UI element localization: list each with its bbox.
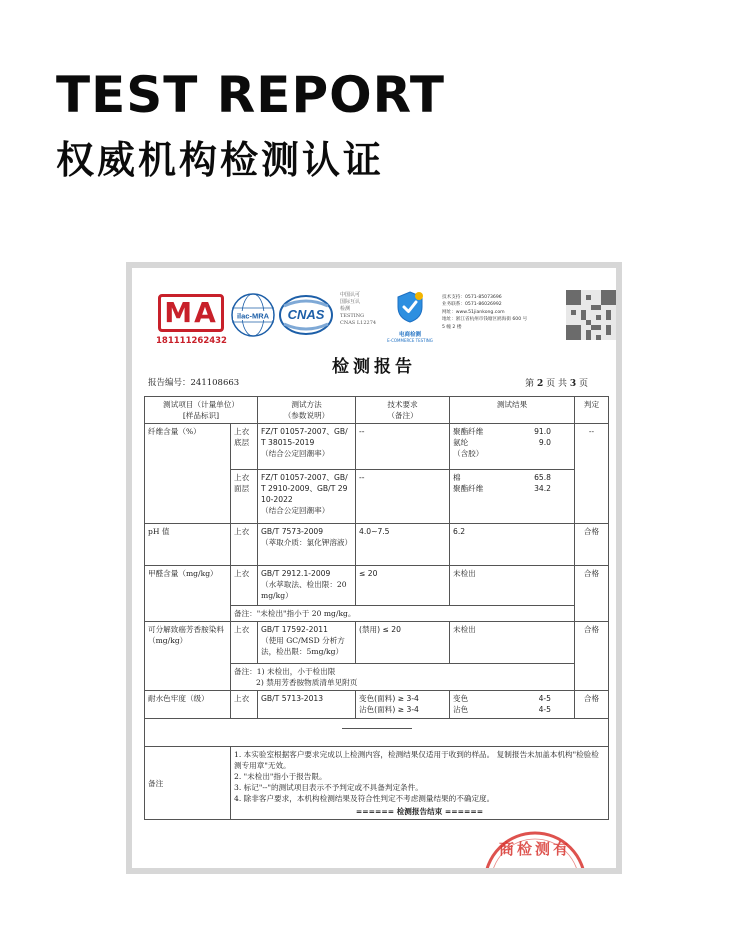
formaldehyde-note: 备注："未检出"指小于 20 mg/kg。 (231, 606, 575, 622)
contact-line: 业务联系：0571-86026992 (442, 302, 502, 308)
divider-line (342, 728, 412, 729)
table-row-blank (145, 719, 609, 747)
ph-item: pH 值 (145, 524, 231, 566)
header-result: 测试结果 (450, 397, 575, 424)
azo-note: 备注：1) 未检出，小于检出限 2) 禁用芳香胺物质清单见附页 (231, 664, 575, 691)
remark-item: 2. "未检出"指小于报告限。 (234, 772, 327, 781)
qr-code-icon (566, 290, 616, 340)
contact-line: 地址：浙江省杭州市钱塘区鸥海街 600 号 (442, 317, 528, 323)
hero-title: TEST REPORT (56, 66, 445, 124)
washfast-result: 变色 4-5 沾色 4-5 (450, 691, 575, 719)
contact-line: 网址：www.51jiankong.com (442, 309, 505, 315)
formaldehyde-item: 甲醛含量（mg/kg） (145, 566, 231, 622)
cnas-label: CNAS (287, 307, 325, 322)
cnas-logo (278, 294, 334, 336)
washfast-item: 耐水色牢度（级） (145, 691, 231, 719)
table-row (145, 747, 609, 820)
table-row (145, 424, 609, 470)
washfast-part: 上衣 (231, 691, 258, 719)
fiber-method-2: FZ/T 01057-2007、GB/T 2910-2009、GB/T 2910-2022 （结合公定回潮率） (258, 470, 356, 524)
hero-subtitle: 权威机构检测认证 (56, 138, 385, 182)
remark-item: 1. 本实验室根据客户要求完成以上检测内容，检测结果仅适用于收到的样品。 复制报告未加盖本机构"检验检测专用章"无效。 (234, 750, 599, 770)
washfast-req: 变色(面料) ≥ 3-4 沾色(面料) ≥ 3-4 (356, 691, 450, 719)
report-end-marker: ====== 检测报告结束 ====== (355, 807, 484, 816)
table-row (145, 622, 609, 664)
cma-number: 181111262432 (156, 336, 227, 346)
fiber-part-2: 上衣面层 (231, 470, 258, 524)
table-row (145, 524, 609, 566)
remark-item: 3. 标记"--"的测试项目表示不予判定或不具备判定条件。 (234, 783, 423, 792)
washfast-judgement: 合格 (575, 691, 609, 719)
blank-row (145, 719, 609, 747)
ec-caption: 电商检测 (398, 332, 421, 338)
fiber-result-1: 聚酯纤维 91.0 氨纶 9.0 （含胶） (450, 424, 575, 470)
ph-method: GB/T 7573-2009 （萃取介质：氯化钾溶液） (258, 524, 356, 566)
formaldehyde-judgement: 合格 (575, 566, 609, 622)
ph-result: 6.2 (450, 524, 575, 566)
remark-item: 4. 除非客户要求，本机构检测结果及符合性判定不考虑测量结果的不确定度。 (234, 794, 495, 803)
accreditation-logos (152, 282, 602, 352)
azo-part: 上衣 (231, 622, 258, 664)
ph-part: 上衣 (231, 524, 258, 566)
report-frame (126, 262, 622, 874)
fiber-req-2: -- (356, 470, 450, 524)
fiber-judgement: -- (575, 424, 609, 524)
ilac-mra-logo (230, 292, 276, 338)
formaldehyde-req: ≤ 20 (356, 566, 450, 606)
header-requirement: 技术要求 （备注） (356, 397, 450, 424)
fiber-item: 纤维含量（%） (145, 424, 231, 524)
azo-req: (禁用) ≤ 20 (356, 622, 450, 664)
contact-line: 5 幢 2 楼 (442, 324, 462, 330)
cnas-side-text: 中国认可 国际互认 检测 TESTING CNAS L12274 (340, 292, 377, 326)
ph-req: 4.0~7.5 (356, 524, 450, 566)
header-judgement: 判定 (575, 397, 609, 424)
azo-judgement: 合格 (575, 622, 609, 691)
report-number: 报告编号：241108663 (148, 378, 240, 388)
cma-logo (156, 294, 227, 352)
azo-item: 可分解致癌芳香胺染料（mg/kg） (145, 622, 231, 691)
remarks-label: 备注 (145, 747, 231, 820)
fiber-part-1: 上衣底层 (231, 424, 258, 470)
remarks-content (231, 747, 609, 820)
formaldehyde-method: GB/T 2912.1-2009 （水萃取法、检出限：20mg/kg） (258, 566, 356, 606)
test-results-table (144, 396, 609, 820)
seal-text: 商检测有 (498, 840, 572, 858)
table-row (145, 691, 609, 719)
official-seal-stamp (480, 828, 590, 868)
azo-result: 未检出 (450, 622, 575, 664)
fiber-result-2: 棉 65.8 聚酯纤维 34.2 (450, 470, 575, 524)
table-header-row (145, 397, 609, 424)
shield-check-icon (395, 290, 425, 324)
header-item: 测试项目（计量单位） [样品标识] (145, 397, 258, 424)
ph-judgement: 合格 (575, 524, 609, 566)
fiber-req-1: -- (356, 424, 450, 470)
header-method: 测试方法 （参数说明） (258, 397, 356, 424)
report-paper (132, 268, 616, 868)
ilac-label: ilac-MRA (236, 311, 270, 321)
formaldehyde-part: 上衣 (231, 566, 258, 606)
lab-contact-info (442, 294, 562, 331)
table-row (145, 566, 609, 606)
ec-subcaption: E-COMMERCE TESTING (387, 338, 433, 343)
document-title: 检测报告 (332, 357, 416, 377)
azo-method: GB/T 17592-2011 （使用 GC/MSD 分析方法，检出限：5mg/kg） (258, 622, 356, 664)
contact-line: 技术支持：0571-85073696 (442, 295, 502, 300)
fiber-method-1: FZ/T 01057-2007、GB/T 38015-2019 （结合公定回潮率） (258, 424, 356, 470)
cma-mark: MA (158, 294, 224, 332)
ecommerce-testing-logo (386, 290, 434, 346)
page-indicator: 第 2 页 共 3 页 (525, 379, 588, 389)
formaldehyde-result: 未检出 (450, 566, 575, 606)
washfast-method: GB/T 5713-2013 (258, 691, 356, 719)
